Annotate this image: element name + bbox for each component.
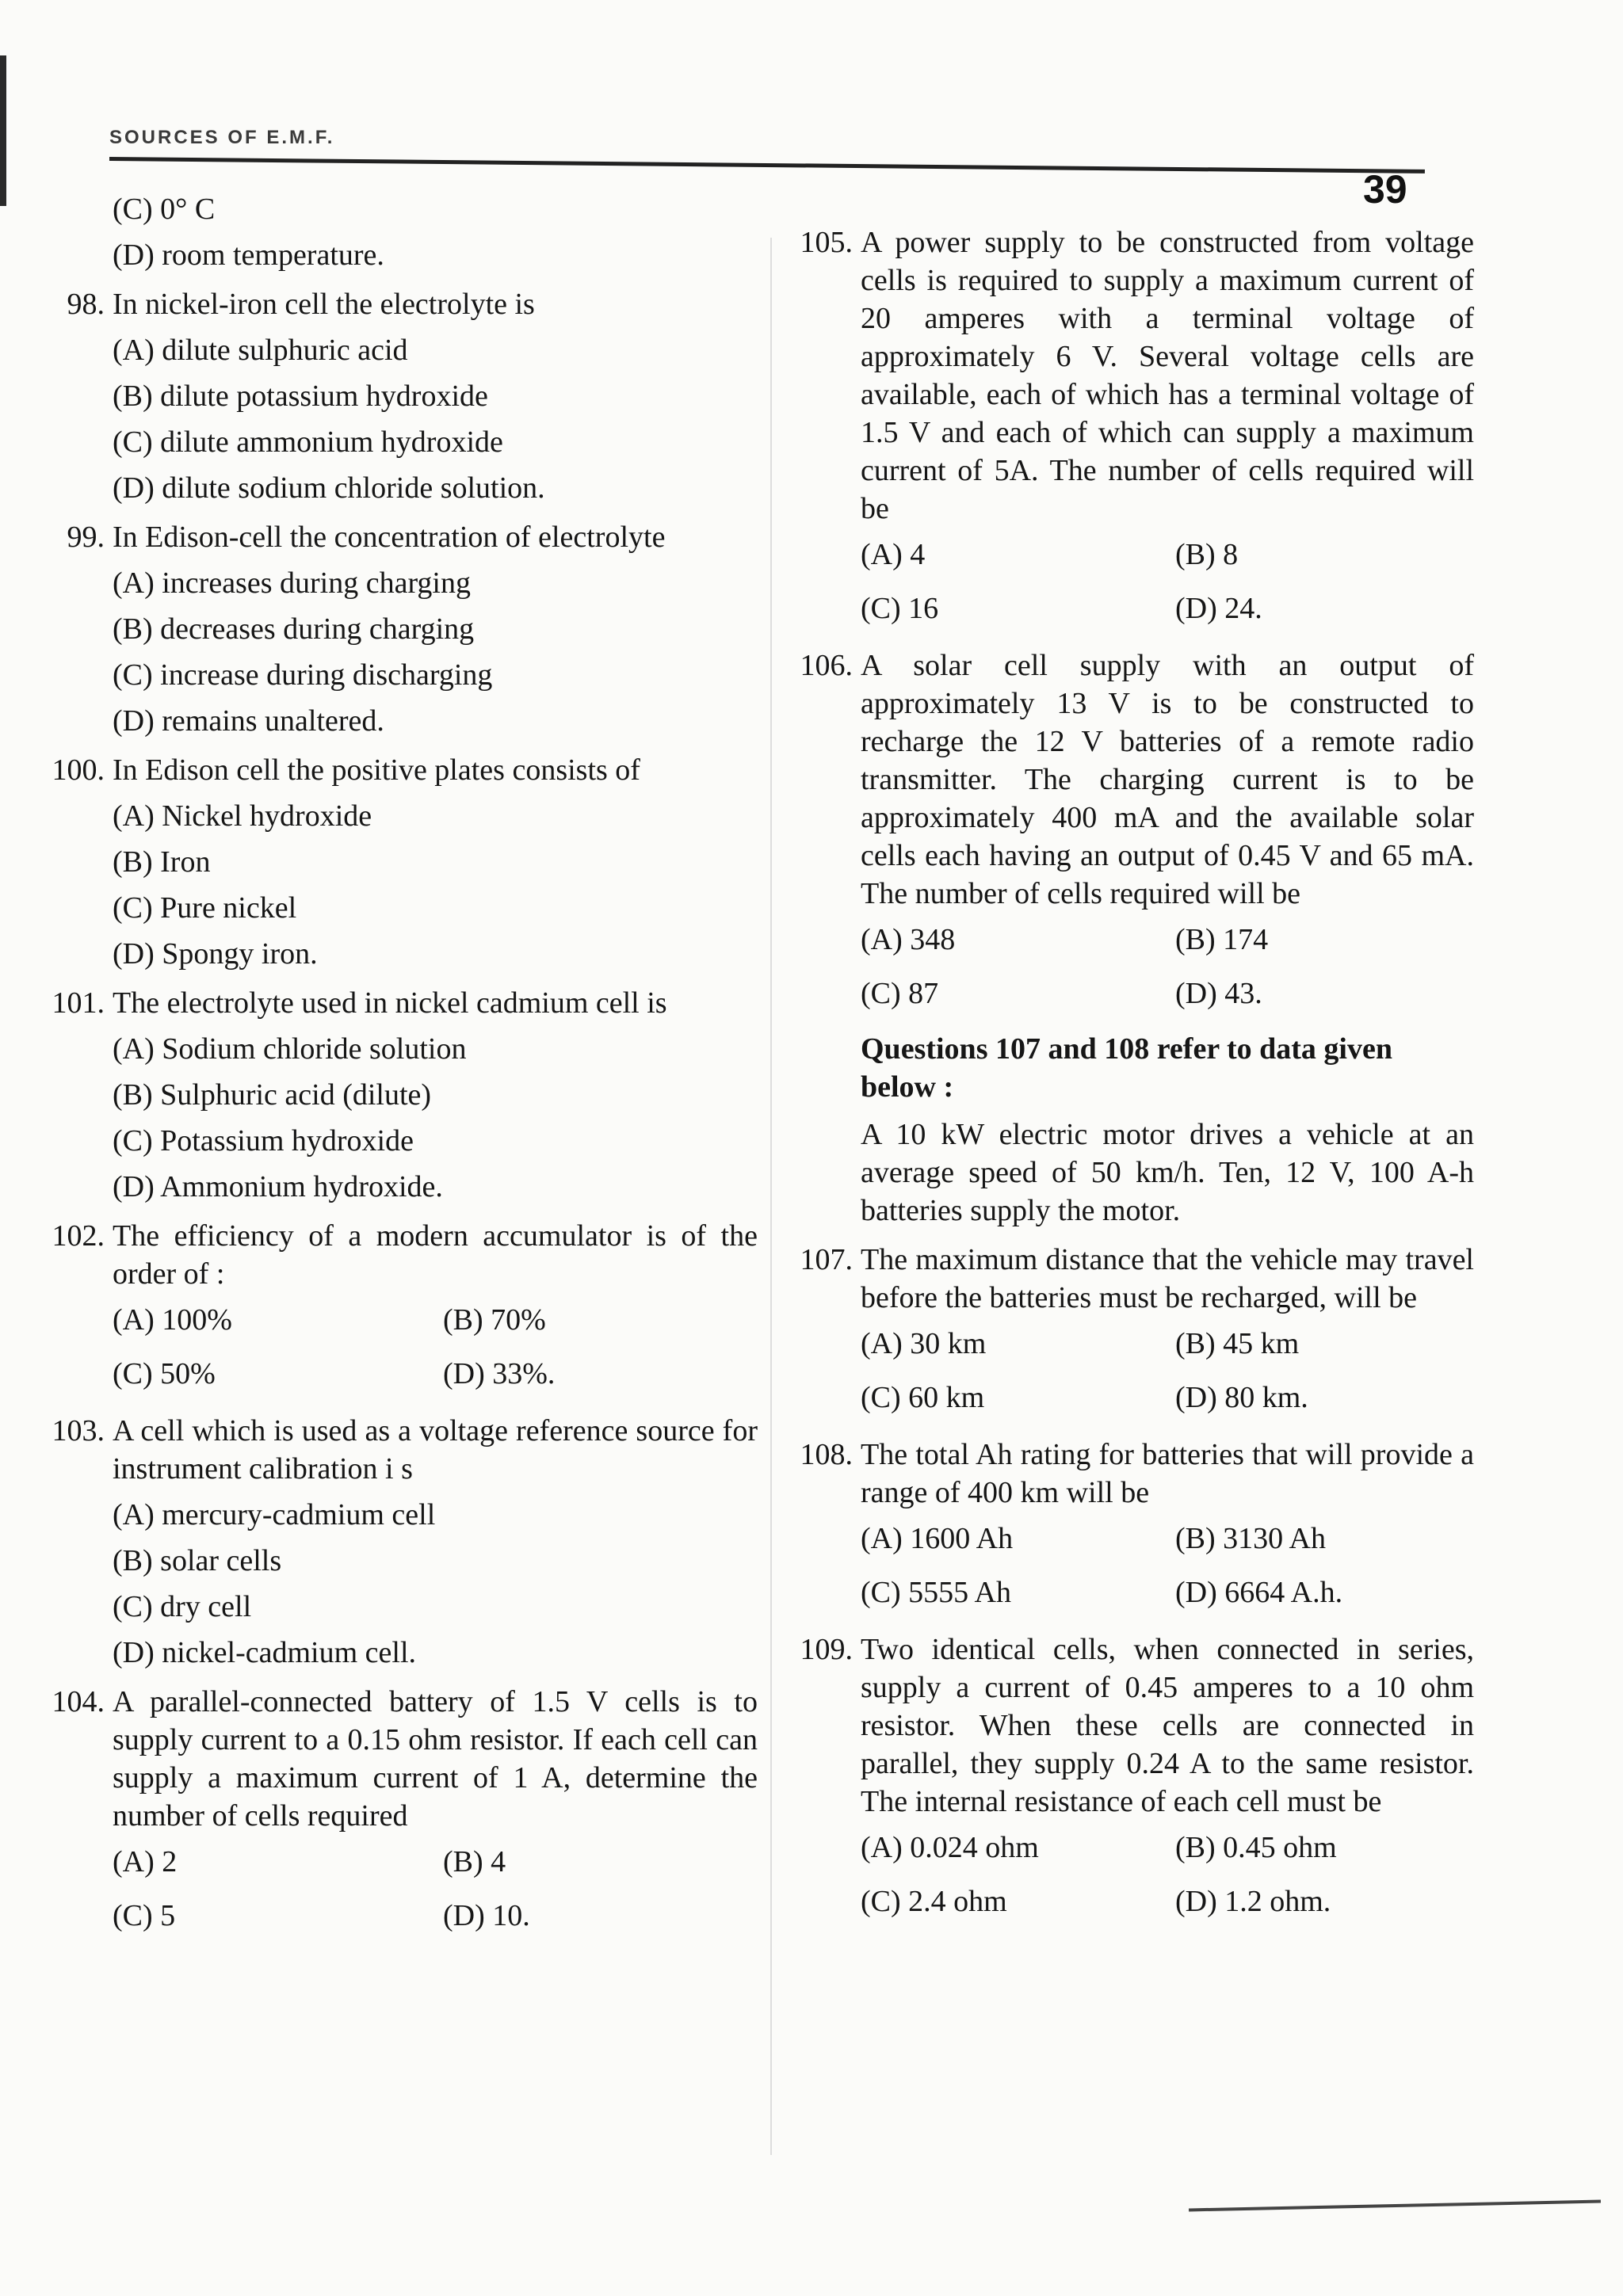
question-text: The total Ah rating for batteries that will provide a range of 400 km will be xyxy=(861,1438,1474,1509)
right-column xyxy=(777,212,1474,1928)
option: (B) 45 km xyxy=(1175,1327,1300,1360)
page-number: 39 xyxy=(1363,167,1407,212)
option: (A) 1600 Ah xyxy=(861,1522,1014,1555)
option: (B) 70% xyxy=(443,1303,546,1337)
option: (D) Ammonium hydroxide. xyxy=(113,1170,443,1203)
column-divider xyxy=(770,238,772,2155)
q97-continued-options xyxy=(113,190,758,274)
option: (A) Nickel hydroxide xyxy=(113,799,372,833)
question-text: In Edison cell the positive plates consists of xyxy=(113,753,640,787)
left-column xyxy=(29,182,758,1943)
option: (C) increase during discharging xyxy=(113,658,493,692)
option: (A) dilute sulphuric acid xyxy=(113,334,408,367)
option: (B) 3130 Ah xyxy=(1175,1522,1326,1555)
option: (A) 348 xyxy=(861,923,956,956)
option: (C) 50% xyxy=(113,1357,216,1390)
question-number: 105. xyxy=(800,226,853,259)
question-number: 100. xyxy=(52,753,105,787)
option: (B) Iron xyxy=(113,845,211,879)
question-number: 101. xyxy=(52,986,105,1020)
question-109 xyxy=(777,1630,1474,1928)
running-header: SOURCES OF E.M.F. xyxy=(109,127,335,148)
option: (C) dilute ammonium hydroxide xyxy=(113,425,503,459)
option: (C) 60 km xyxy=(861,1381,985,1414)
binding-edge xyxy=(0,55,6,206)
question-104 xyxy=(29,1683,758,1943)
option: (D) 33%. xyxy=(443,1357,556,1390)
option: (D) 6664 A.h. xyxy=(1175,1576,1343,1609)
question-number: 107. xyxy=(800,1243,853,1276)
question-number: 99. xyxy=(67,521,105,554)
option: (A) Sodium chloride solution xyxy=(113,1032,467,1066)
option: (C) Pure nickel xyxy=(113,891,297,925)
question-98 xyxy=(29,285,758,507)
option: (D) 80 km. xyxy=(1175,1381,1308,1414)
data-passage: A 10 kW electric motor drives a vehicle at an average speed of 50 km/h. Ten, 12 V, 100 A-h batteries supply the motor. xyxy=(861,1118,1474,1227)
question-number: 98. xyxy=(67,288,105,321)
question-text: In Edison-cell the concentration of electrolyte xyxy=(113,521,666,554)
option: (C) 16 xyxy=(861,592,939,625)
option: (B) 174 xyxy=(1175,923,1269,956)
question-text: Two identical cells, when connected in series, supply a current of 0.45 amperes to a 10 ohm resistor. When these cells are connected in parallel, they supply 0.24 A to the same resistor. The internal resistance of each cell must be xyxy=(861,1633,1474,1818)
question-number: 103. xyxy=(52,1414,105,1447)
question-100 xyxy=(29,751,758,973)
question-text: A power supply to be constructed from voltage cells is required to supply a maximum current of 20 amperes with a terminal voltage of approximately 6 V. Several voltage cells are available, each of which has a terminal voltage of 1.5 V and each of which can supply a maximum current of 5A. The number of cells required will be xyxy=(861,226,1474,525)
question-number: 108. xyxy=(800,1438,853,1471)
option: (B) decreases during charging xyxy=(113,612,475,646)
option: (C) Potassium hydroxide xyxy=(113,1124,414,1158)
option: (D) remains unaltered. xyxy=(113,704,384,738)
question-106 xyxy=(777,646,1474,1020)
question-text: A solar cell supply with an output of approximately 13 V is to be constructed to recharge the 12 V batteries of a remote radio transmitter. The charging current is to be approximately 400 mA and the available solar cells each having an output of 0.45 V and 65 mA. The number of cells required will be xyxy=(861,649,1474,910)
option: (C) 87 xyxy=(861,977,939,1010)
option: (C) 5555 Ah xyxy=(861,1576,1011,1609)
option: (D) Spongy iron. xyxy=(113,937,318,971)
option: (C) 5 xyxy=(113,1899,176,1932)
option: (A) 0.024 ohm xyxy=(861,1831,1039,1864)
option: (B) 8 xyxy=(1175,538,1239,571)
option: (C) 0° C xyxy=(113,193,216,226)
question-103 xyxy=(29,1412,758,1672)
question-text: In nickel-iron cell the electrolyte is xyxy=(113,288,535,321)
question-number: 109. xyxy=(800,1633,853,1666)
option: (D) nickel-cadmium cell. xyxy=(113,1636,417,1669)
question-107 xyxy=(777,1241,1474,1425)
option: (A) 2 xyxy=(113,1845,178,1878)
data-note: Questions 107 and 108 refer to data given below : xyxy=(861,1032,1392,1104)
question-text: A cell which is used as a voltage reference source for instrument calibration i s xyxy=(113,1414,758,1486)
header-rule xyxy=(109,157,1425,174)
question-102 xyxy=(29,1217,758,1401)
question-number: 106. xyxy=(800,649,853,682)
option: (A) 100% xyxy=(113,1303,232,1337)
option: (D) 1.2 ohm. xyxy=(1175,1885,1331,1918)
question-108 xyxy=(777,1436,1474,1619)
option: (A) increases during charging xyxy=(113,566,471,600)
option: (D) 10. xyxy=(443,1899,530,1932)
question-105 xyxy=(777,223,1474,635)
question-101 xyxy=(29,984,758,1206)
option: (A) 4 xyxy=(861,538,926,571)
option: (C) dry cell xyxy=(113,1590,252,1623)
question-text: The efficiency of a modern accumulator is of the order of : xyxy=(113,1219,758,1291)
question-text: A parallel-connected battery of 1.5 V cells is to supply current to a 0.15 ohm resistor. If each cell can supply a maximum current of 1 A, determine the number of cells required xyxy=(113,1685,758,1833)
option: (D) room temperature. xyxy=(113,238,384,272)
question-number: 102. xyxy=(52,1219,105,1253)
option: (A) 30 km xyxy=(861,1327,987,1360)
question-text: The electrolyte used in nickel cadmium cell is xyxy=(113,986,667,1020)
footer-rule xyxy=(1189,2200,1601,2212)
question-text: The maximum distance that the vehicle may travel before the batteries must be recharged, will be xyxy=(861,1243,1474,1314)
option: (B) dilute potassium hydroxide xyxy=(113,379,488,413)
option: (B) solar cells xyxy=(113,1544,282,1577)
option: (B) 0.45 ohm xyxy=(1175,1831,1337,1864)
option: (B) Sulphuric acid (dilute) xyxy=(113,1078,432,1112)
option: (B) 4 xyxy=(443,1845,506,1878)
option: (D) 24. xyxy=(1175,592,1262,625)
question-99 xyxy=(29,518,758,740)
option: (A) mercury-cadmium cell xyxy=(113,1498,436,1531)
option: (D) 43. xyxy=(1175,977,1262,1010)
question-number: 104. xyxy=(52,1685,105,1718)
option: (C) 2.4 ohm xyxy=(861,1885,1007,1918)
option: (D) dilute sodium chloride solution. xyxy=(113,471,545,505)
